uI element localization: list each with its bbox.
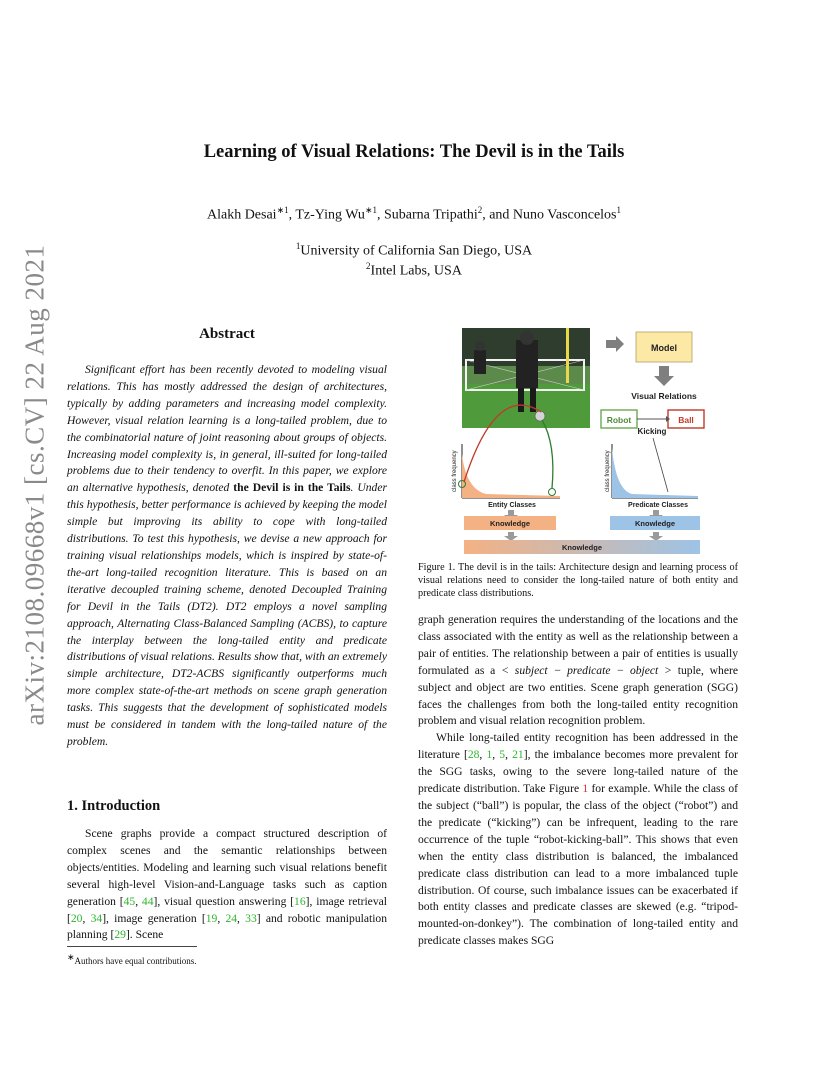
robot-label: Robot <box>606 415 632 425</box>
paragraph <box>418 612 738 730</box>
arxiv-id: arXiv:2108.09668v1 [cs.CV] 22 Aug 2021 <box>19 244 50 726</box>
footnote-mark: ∗ <box>67 952 75 962</box>
robot-leg <box>518 388 524 412</box>
affiliation-1 <box>0 241 828 260</box>
affiliation-mark: ∗1 <box>276 205 289 215</box>
footnote <box>67 952 197 966</box>
ball <box>535 411 545 421</box>
affiliation-mark: 1 <box>295 241 301 251</box>
arrow-down-icon <box>654 366 674 386</box>
intro-text: ], image retrieval [ <box>67 894 387 925</box>
y-axis-label: class frequency <box>452 450 458 492</box>
author-name: , and Nuno Vasconcelos <box>482 207 617 223</box>
predicate-distribution-plot <box>605 438 698 509</box>
entity-marker <box>549 489 556 496</box>
paper-title: Learning of Visual Relations: The Devil is in the Tails <box>203 142 625 162</box>
citation-link[interactable]: 33 <box>245 911 257 925</box>
y-axis-label: class frequency <box>605 450 611 492</box>
intro-body <box>67 826 387 944</box>
citation-link[interactable]: 20 <box>70 911 83 925</box>
body-text: ], the imbalance becomes more prevalent for the SGG tasks, owing to the severe long-tailed nature of the predicate distribution. Take Figure <box>418 748 739 796</box>
body-text: for example. While the class of the subject (“ball”) is popular, the class of the object (“robot”) and the predicate (“kicking”) can be infrequent, leading to the rare occurrence of the tuple “robot-kicking-ball”. This shows that even when the entity class distribution is balanced, the imbalanced predicate class distribution can lead to a more imbalanced tuple distribution. Of course, such imbalance issues can be exacerbated if both entity classes and predicate classes are skewed (e.g. “tripod-mounted-on-donkey”). The combination of long-tailed entity and predicate classes makes SGG <box>418 782 738 948</box>
knowledge-label: Knowledge <box>489 519 531 528</box>
intro-text: ] and robotic manipulation planning [ <box>67 911 388 942</box>
intro-text: , <box>237 911 246 925</box>
body-text: While long-tailed entity recognition has been addressed in the literature [ <box>418 731 738 762</box>
author-name: , Subarna Tripathi <box>376 207 478 223</box>
footnote-text: Authors have equal contributions. <box>74 956 197 966</box>
affiliation-mark: 2 <box>477 205 483 215</box>
affiliation-text: Intel Labs, USA <box>370 263 462 279</box>
abstract-heading: Abstract <box>199 326 255 342</box>
intro-text: , <box>82 911 91 925</box>
right-column-body <box>418 612 738 950</box>
affiliation-mark: ∗1 <box>364 205 377 215</box>
body-text: graph generation requires the understanding of the locations and the class associated with the entity as well as the relationship between a pair of entities. The relationship between a pair of entities is usually formulated as a <box>418 613 738 677</box>
affiliation-2 <box>0 261 828 280</box>
citation-link[interactable]: 5 <box>499 748 506 762</box>
ball-label: Ball <box>678 415 694 425</box>
figure-caption: Figure 1. The devil is in the tails: Architecture design and learning process of visual relations need to consider the long-tailed nature of both entity and predicate class distributions. <box>418 562 738 599</box>
kicking-label: Kicking <box>637 427 667 436</box>
robot-body <box>516 340 538 388</box>
goal-post <box>566 328 569 383</box>
arrow-down-icon <box>649 532 663 541</box>
citation-link[interactable]: 29 <box>114 928 126 942</box>
body-text: , <box>492 748 500 762</box>
robot-soccer-photo <box>462 328 590 428</box>
body-text: , <box>479 748 487 762</box>
citation-link[interactable]: 34 <box>90 911 103 925</box>
citation-link[interactable]: 21 <box>512 748 524 762</box>
intro-text: , <box>217 911 226 925</box>
kicking-pointer-line <box>653 438 668 492</box>
author-name: Alakh Desai <box>206 207 277 223</box>
author-name: , Tz-Ying Wu <box>288 207 365 223</box>
citation-link[interactable]: 45 <box>123 894 136 908</box>
affiliation-mark: 2 <box>366 261 371 271</box>
intro-text: ], image generation [ <box>102 911 206 925</box>
citation-link[interactable]: 24 <box>225 911 238 925</box>
citation-link[interactable]: 19 <box>205 911 218 925</box>
math-tuple: < subject − predicate − object > <box>501 663 672 677</box>
footnote-divider <box>67 946 197 947</box>
abstract-text: . Under this hypothesis, better performance is achieved by keeping the model simple but improving its ability to cope with long-tailed distributions. To test this hypothesis, we devise a new approach for training visual relationships models, which is inspired by state-of-the-art long-tailed recognition literature. This is based on an iterative decoupled training scheme, denoted Decoupled Training for Devil in the Tails (DT2). DT2 employs a novel sampling approach, Alternating Class-Balanced Sampling (ACBS), to capture the interplay between the long-tailed entity and predicate distributions of visual relations. Results show that, with an extremely simple architecture, DT2-ACBS significantly outperforms much more complex state-of-the-art methods on scene graph generation tasks. This suggests that the development of sophisticated models must be considered in tandem with the long-tailed nature of the problem. <box>67 481 387 748</box>
intro-text: , <box>135 894 142 908</box>
abstract-text: Significant effort has been recently devoted to modeling visual relations. This has mostly addressed the design of architectures, typically by adding parameters and increasing model complexity. However, visual relation learning is a long-tailed problem, due to the combinatorial nature of joint reasoning about groups of objects. Increasing model complexity is, in general, ill-suited for long-tailed problems due to their tendency to overfit. In this paper, we explore an alternative hypothesis, denoted <box>67 363 387 495</box>
predicate-classes-label: Predicate Classes <box>628 502 688 509</box>
figure-reference-link[interactable]: 1 <box>582 782 589 796</box>
visual-relations-label: Visual Relations <box>631 391 697 401</box>
model-label: Model <box>651 343 677 353</box>
citation-link[interactable]: 44 <box>141 894 154 908</box>
arrow-icon <box>606 336 624 352</box>
body-text: tuple, where subject and object are two entities. Scene graph generation (SGG) faces the challenges from both the long-tailed entity recognition problem and visual relation recognition problem. <box>418 663 738 728</box>
arxiv-sidebar-stamp <box>19 244 50 726</box>
entity-tail-area <box>462 454 560 498</box>
citation-link[interactable]: 16 <box>294 894 306 908</box>
knowledge-label: Knowledge <box>561 543 603 552</box>
entity-classes-label: Entity Classes <box>488 502 536 509</box>
figure-1 <box>452 324 742 556</box>
person-head <box>475 341 485 351</box>
citation-link[interactable]: 28 <box>467 748 480 762</box>
abstract-bold-phrase: the Devil is in the Tails <box>233 481 351 495</box>
person-silhouette <box>474 350 486 374</box>
intro-text: Scene graphs provide a compact structured description of complex scenes and the semantic relationships between objects/entities. Modeling and learning such visual relations benefit several high-level Vision-and-Language tasks such as caption generation [ <box>67 827 387 908</box>
knowledge-label: Knowledge <box>634 519 676 528</box>
ball-pointer-line <box>542 420 553 488</box>
intro-text: ]. Scene <box>125 928 164 942</box>
intro-text: ], visual question answering [ <box>153 894 295 908</box>
affiliation-mark: 1 <box>616 205 621 215</box>
predicate-tail-area <box>612 448 698 498</box>
citation-link[interactable]: 1 <box>486 748 493 762</box>
abstract-body <box>67 362 387 751</box>
author-list <box>0 205 828 224</box>
paragraph <box>418 730 738 950</box>
section-heading: 1. Introduction <box>67 798 161 814</box>
arrow-down-icon <box>504 532 518 541</box>
affiliation-text: University of California San Diego, USA <box>300 243 533 259</box>
robot-head <box>520 331 534 345</box>
body-text: , <box>505 748 513 762</box>
